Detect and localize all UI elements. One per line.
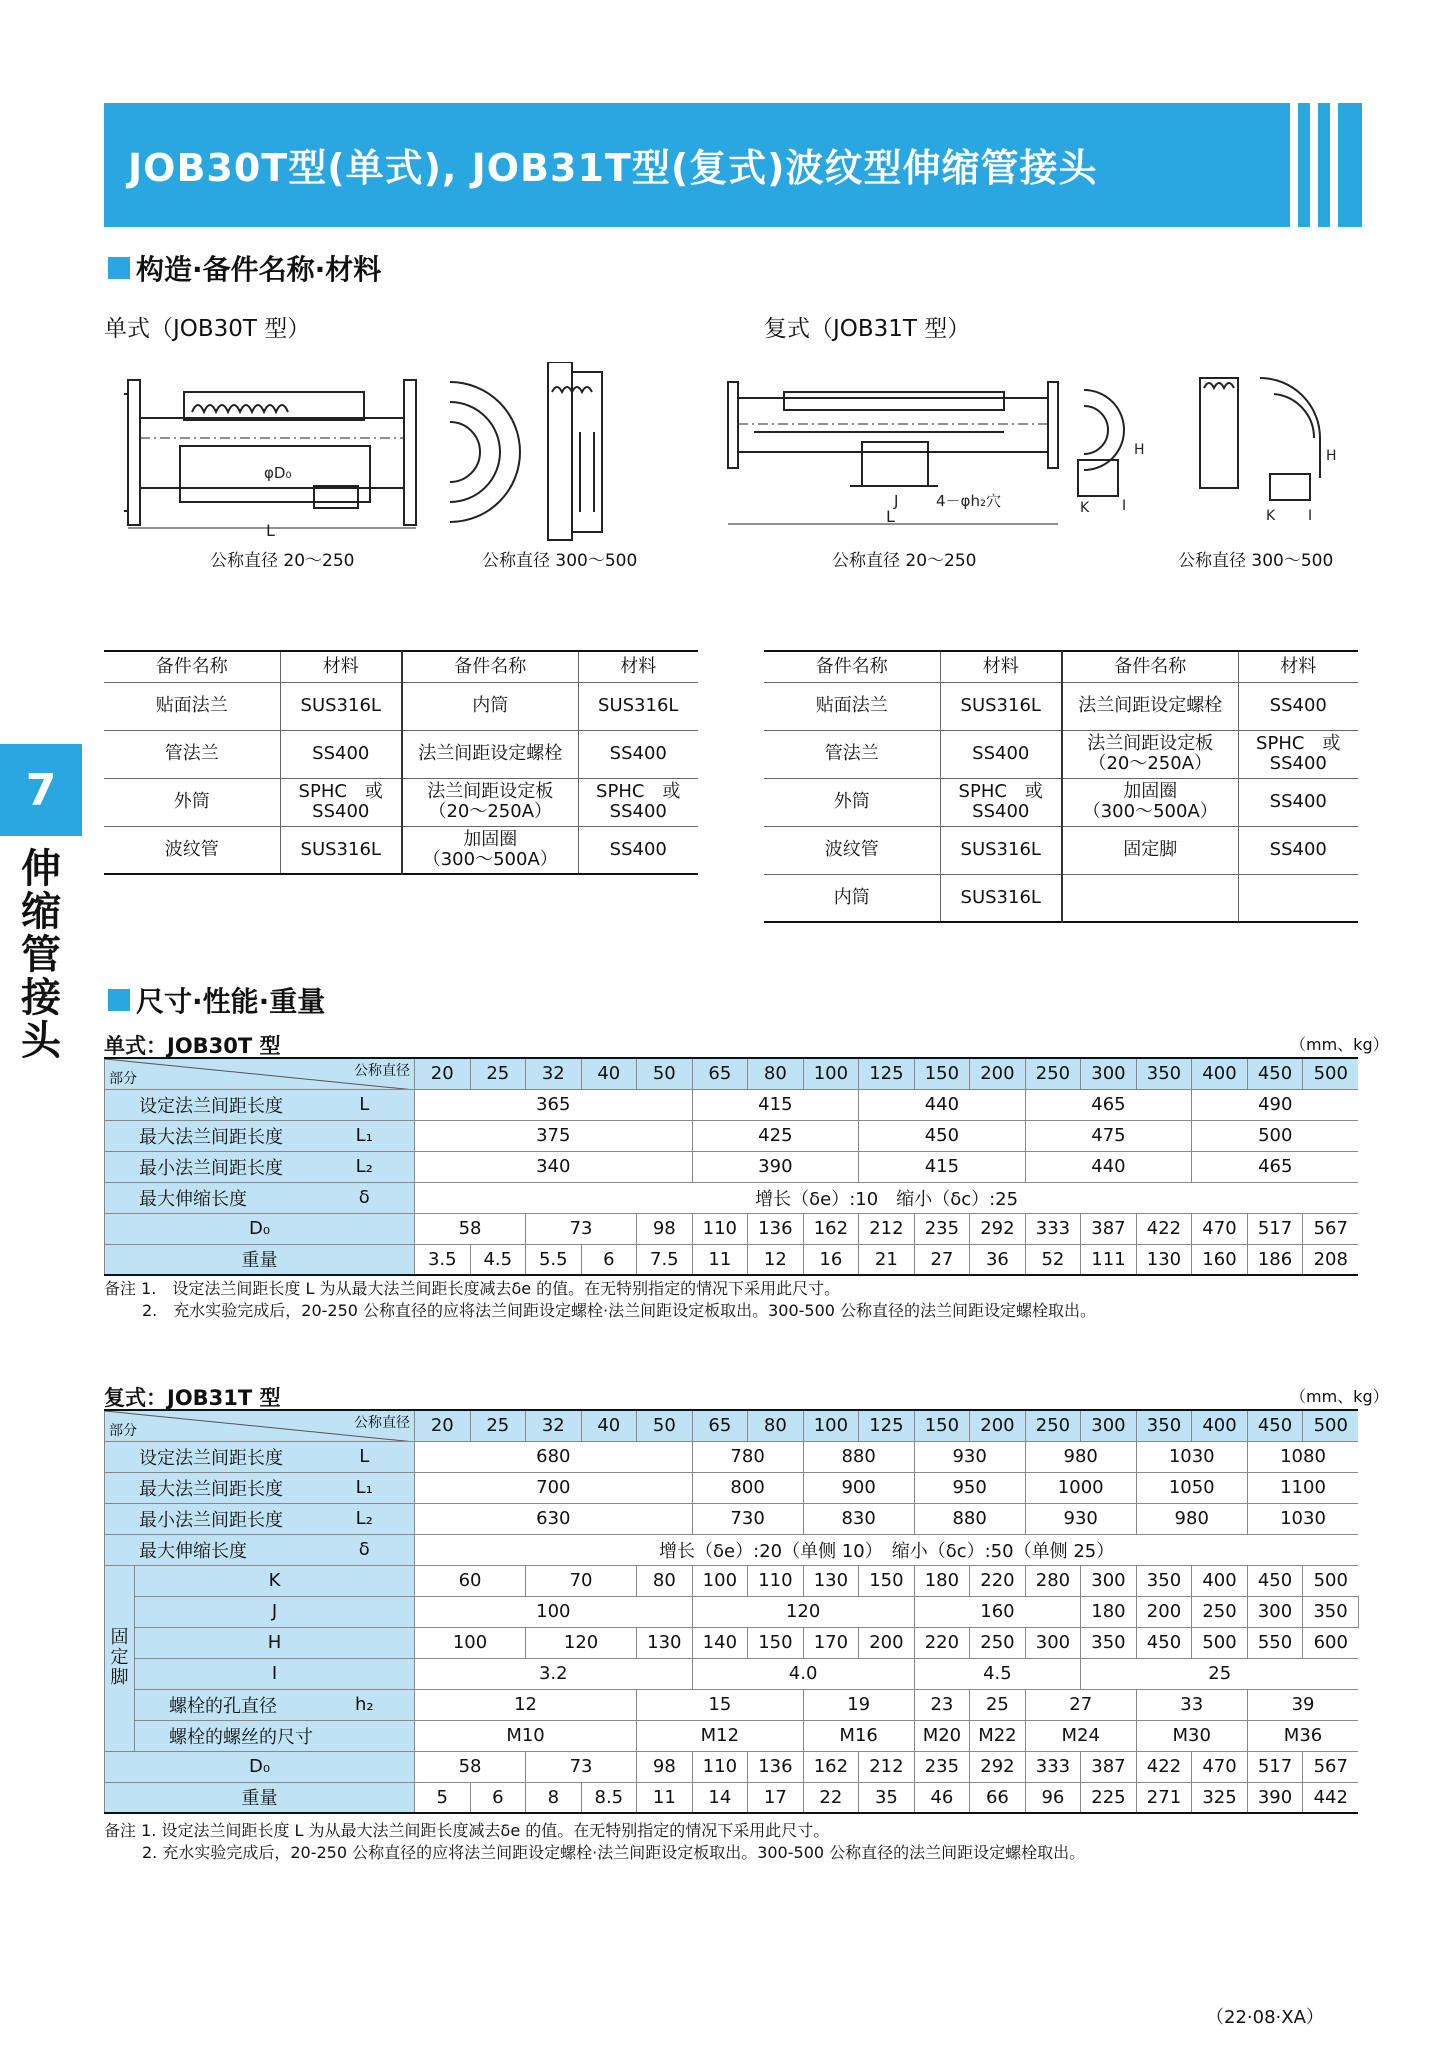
value-cell: 880 bbox=[803, 1441, 914, 1472]
value-cell: 8 bbox=[526, 1782, 582, 1813]
value-cell: 21 bbox=[859, 1244, 915, 1275]
table-row: 内筒 SUS316L bbox=[764, 874, 1358, 922]
value-cell: 500 bbox=[1303, 1565, 1359, 1596]
table-row: 外筒 SPHC 或 SS400 加固圈 （300～500A） SS400 bbox=[764, 778, 1358, 826]
row-label: 设定法兰间距长度 bbox=[105, 1441, 315, 1472]
value-cell: 25 bbox=[970, 1689, 1026, 1720]
value-cell: 增长（δe）:10 缩小（δc）:25 bbox=[415, 1182, 1359, 1213]
nominal-size-cell: 65 bbox=[692, 1410, 748, 1441]
value-cell: 39 bbox=[1247, 1689, 1358, 1720]
materials-table-double bbox=[764, 650, 1358, 923]
row-label: 最大伸缩长度 bbox=[105, 1182, 315, 1213]
svg-text:J: J bbox=[894, 492, 899, 510]
table-row bbox=[105, 1213, 1359, 1244]
double-spec-label: 复式：JOB31T 型 bbox=[104, 1386, 281, 1410]
value-cell: 470 bbox=[1192, 1213, 1248, 1244]
value-cell: 950 bbox=[914, 1472, 1025, 1503]
caption-single-small: 公称直径 20～250 bbox=[210, 551, 355, 571]
row-label: 最小法兰间距长度 bbox=[105, 1151, 315, 1182]
footer-code: （22·08·XA） bbox=[1206, 2007, 1324, 2028]
value-cell: 517 bbox=[1247, 1213, 1303, 1244]
value-cell: 375 bbox=[415, 1120, 693, 1151]
section-marker-icon bbox=[108, 257, 130, 279]
value-cell: 110 bbox=[748, 1565, 804, 1596]
value-cell: 422 bbox=[1136, 1751, 1192, 1782]
svg-text:4－φh₂穴: 4－φh₂穴 bbox=[936, 492, 1001, 510]
table-row bbox=[105, 1751, 1359, 1782]
row-symbol bbox=[315, 1720, 415, 1751]
value-cell: 186 bbox=[1247, 1244, 1303, 1275]
value-cell: 250 bbox=[970, 1627, 1026, 1658]
value-cell: 100 bbox=[415, 1627, 526, 1658]
value-cell: 58 bbox=[415, 1751, 526, 1782]
value-cell: 365 bbox=[415, 1089, 693, 1120]
value-cell: 150 bbox=[748, 1627, 804, 1658]
value-cell: 400 bbox=[1192, 1565, 1248, 1596]
nominal-size-cell: 200 bbox=[970, 1058, 1026, 1089]
table-row bbox=[105, 1689, 1359, 1720]
value-cell: 300 bbox=[1247, 1596, 1303, 1627]
value-cell: 930 bbox=[914, 1441, 1025, 1472]
value-cell: 450 bbox=[1247, 1565, 1303, 1596]
nominal-size-cell: 150 bbox=[914, 1058, 970, 1089]
value-cell: 292 bbox=[970, 1751, 1026, 1782]
value-cell: 1080 bbox=[1247, 1441, 1358, 1472]
value-cell: 160 bbox=[1192, 1244, 1248, 1275]
value-cell: 100 bbox=[692, 1565, 748, 1596]
nominal-size-cell: 500 bbox=[1303, 1410, 1359, 1441]
row-symbol: L₂ bbox=[315, 1151, 415, 1182]
nominal-size-cell: 25 bbox=[470, 1058, 526, 1089]
spec-header-corner: 公称直径 部分 bbox=[105, 1058, 415, 1089]
row-symbol: L₁ bbox=[315, 1120, 415, 1151]
spec-header-corner: 公称直径 部分 bbox=[105, 1410, 415, 1441]
double-large-diagram bbox=[1170, 364, 1350, 524]
value-cell: 800 bbox=[692, 1472, 803, 1503]
table-row bbox=[105, 1472, 1359, 1503]
row-label: 螺栓的螺丝的尺寸 bbox=[135, 1720, 315, 1751]
row-label: 最大伸缩长度 bbox=[105, 1534, 315, 1565]
value-cell: 增长（δe）:20（单侧 10） 缩小（δc）:50（单侧 25） bbox=[415, 1534, 1359, 1565]
value-cell: 567 bbox=[1303, 1751, 1359, 1782]
table-row bbox=[105, 1534, 1359, 1565]
value-cell: 60 bbox=[415, 1565, 526, 1596]
row-symbol: L₁ bbox=[315, 1472, 415, 1503]
value-cell: 250 bbox=[1192, 1596, 1248, 1627]
double-type-label: 复式（JOB31T 型） bbox=[764, 316, 971, 342]
value-cell: 6 bbox=[470, 1782, 526, 1813]
nominal-size-cell: 300 bbox=[1081, 1410, 1137, 1441]
svg-text:H: H bbox=[1326, 448, 1337, 464]
table-row bbox=[105, 1782, 1359, 1813]
value-cell: 130 bbox=[1136, 1244, 1192, 1275]
value-cell: 80 bbox=[637, 1565, 693, 1596]
table-row bbox=[105, 1503, 1359, 1534]
table-row: 波纹管 SUS316L 固定脚 SS400 bbox=[764, 826, 1358, 874]
value-cell: 3.5 bbox=[415, 1244, 471, 1275]
svg-text:I: I bbox=[1308, 508, 1313, 524]
table-row: 贴面法兰 SUS316L 法兰间距设定螺栓 SS400 bbox=[764, 682, 1358, 730]
value-cell: M10 bbox=[415, 1720, 637, 1751]
value-cell: 130 bbox=[637, 1627, 693, 1658]
value-cell: 1000 bbox=[1025, 1472, 1136, 1503]
value-cell: 4.0 bbox=[692, 1658, 914, 1689]
value-cell: 730 bbox=[692, 1503, 803, 1534]
nominal-size-cell: 200 bbox=[970, 1410, 1026, 1441]
row-symbol: δ bbox=[315, 1534, 415, 1565]
nominal-size-cell: 250 bbox=[1025, 1058, 1081, 1089]
value-cell: 780 bbox=[692, 1441, 803, 1472]
value-cell: 140 bbox=[692, 1627, 748, 1658]
nominal-size-cell: 400 bbox=[1192, 1058, 1248, 1089]
value-cell: 100 bbox=[415, 1596, 693, 1627]
value-cell: 208 bbox=[1303, 1244, 1359, 1275]
value-cell: 387 bbox=[1081, 1213, 1137, 1244]
value-cell: 160 bbox=[914, 1596, 1081, 1627]
value-cell: 3.2 bbox=[415, 1658, 693, 1689]
row-label-weight: 重量 bbox=[105, 1782, 415, 1813]
row-label-d0: D₀ bbox=[105, 1213, 415, 1244]
value-cell: 700 bbox=[415, 1472, 693, 1503]
value-cell: 8.5 bbox=[581, 1782, 637, 1813]
value-cell: 235 bbox=[914, 1213, 970, 1244]
value-cell: 96 bbox=[1025, 1782, 1081, 1813]
nominal-size-cell: 50 bbox=[637, 1410, 693, 1441]
spec-header-row bbox=[105, 1410, 1359, 1441]
value-cell: M22 bbox=[970, 1720, 1026, 1751]
value-cell: 4.5 bbox=[470, 1244, 526, 1275]
chapter-number: 7 bbox=[0, 744, 82, 836]
value-cell: 415 bbox=[692, 1089, 859, 1120]
table-row: 贴面法兰 SUS316L 内筒 SUS316L bbox=[104, 682, 698, 730]
nominal-size-cell: 32 bbox=[526, 1058, 582, 1089]
table-row bbox=[105, 1244, 1359, 1275]
value-cell: 980 bbox=[1136, 1503, 1247, 1534]
value-cell: 35 bbox=[859, 1782, 915, 1813]
fixed-foot-label: 固定脚 bbox=[105, 1565, 135, 1751]
materials-table-single bbox=[104, 650, 698, 875]
row-label-weight: 重量 bbox=[105, 1244, 415, 1275]
nominal-size-cell: 50 bbox=[637, 1058, 693, 1089]
single-unit-label: （mm、kg） bbox=[1290, 1035, 1389, 1054]
value-cell: 325 bbox=[1192, 1782, 1248, 1813]
svg-text:K: K bbox=[1266, 508, 1276, 524]
value-cell: 630 bbox=[415, 1503, 693, 1534]
row-label: H bbox=[135, 1627, 415, 1658]
value-cell: 15 bbox=[637, 1689, 804, 1720]
row-label: 最小法兰间距长度 bbox=[105, 1503, 315, 1534]
section-marker-icon bbox=[108, 989, 130, 1011]
value-cell: 300 bbox=[1025, 1627, 1081, 1658]
double-small-diagram bbox=[724, 372, 1062, 532]
value-cell: 212 bbox=[859, 1751, 915, 1782]
value-cell: 390 bbox=[1247, 1782, 1303, 1813]
header-stripes bbox=[1278, 103, 1362, 227]
double-small-end-diagram bbox=[1074, 384, 1164, 514]
row-symbol: L₂ bbox=[315, 1503, 415, 1534]
value-cell: 6 bbox=[581, 1244, 637, 1275]
value-cell: 162 bbox=[803, 1213, 859, 1244]
value-cell: 27 bbox=[1025, 1689, 1136, 1720]
value-cell: 387 bbox=[1081, 1751, 1137, 1782]
value-cell: 490 bbox=[1192, 1089, 1359, 1120]
value-cell: 333 bbox=[1025, 1213, 1081, 1244]
nominal-size-cell: 300 bbox=[1081, 1058, 1137, 1089]
value-cell: 170 bbox=[803, 1627, 859, 1658]
value-cell: 130 bbox=[803, 1565, 859, 1596]
value-cell: 5 bbox=[415, 1782, 471, 1813]
svg-text:K: K bbox=[1080, 500, 1090, 514]
value-cell: 200 bbox=[859, 1627, 915, 1658]
table-row bbox=[105, 1120, 1359, 1151]
table-row bbox=[105, 1565, 1359, 1596]
svg-text:L: L bbox=[886, 507, 895, 526]
nominal-size-cell: 125 bbox=[859, 1058, 915, 1089]
value-cell: 162 bbox=[803, 1751, 859, 1782]
svg-text:L: L bbox=[266, 521, 275, 538]
caption-double-small: 公称直径 20～250 bbox=[832, 551, 977, 571]
nominal-size-cell: 150 bbox=[914, 1410, 970, 1441]
value-cell: 12 bbox=[748, 1244, 804, 1275]
table-row bbox=[105, 1441, 1359, 1472]
value-cell: 180 bbox=[914, 1565, 970, 1596]
row-label: 螺栓的孔直径 bbox=[135, 1689, 315, 1720]
value-cell: 220 bbox=[970, 1565, 1026, 1596]
nominal-size-cell: 20 bbox=[415, 1410, 471, 1441]
value-cell: 98 bbox=[637, 1213, 693, 1244]
row-symbol: δ bbox=[315, 1182, 415, 1213]
value-cell: 333 bbox=[1025, 1751, 1081, 1782]
value-cell: 1030 bbox=[1136, 1441, 1247, 1472]
value-cell: 465 bbox=[1192, 1151, 1359, 1182]
value-cell: M12 bbox=[637, 1720, 804, 1751]
value-cell: 200 bbox=[1136, 1596, 1192, 1627]
value-cell: 422 bbox=[1136, 1213, 1192, 1244]
value-cell: 52 bbox=[1025, 1244, 1081, 1275]
value-cell: 350 bbox=[1303, 1596, 1359, 1627]
row-label: I bbox=[135, 1658, 415, 1689]
value-cell: M30 bbox=[1136, 1720, 1247, 1751]
nominal-size-cell: 400 bbox=[1192, 1410, 1248, 1441]
nominal-size-cell: 250 bbox=[1025, 1410, 1081, 1441]
value-cell: 220 bbox=[914, 1627, 970, 1658]
value-cell: 66 bbox=[970, 1782, 1026, 1813]
chapter-label: 伸缩管接头 bbox=[21, 846, 61, 1064]
value-cell: 880 bbox=[914, 1503, 1025, 1534]
value-cell: 350 bbox=[1136, 1565, 1192, 1596]
value-cell: 500 bbox=[1192, 1627, 1248, 1658]
value-cell: 22 bbox=[803, 1782, 859, 1813]
value-cell: 212 bbox=[859, 1213, 915, 1244]
nominal-size-cell: 500 bbox=[1303, 1058, 1359, 1089]
value-cell: 150 bbox=[859, 1565, 915, 1596]
row-symbol: h₂ bbox=[315, 1689, 415, 1720]
value-cell: 517 bbox=[1247, 1751, 1303, 1782]
caption-double-large: 公称直径 300～500 bbox=[1178, 551, 1334, 571]
row-label: 最大法兰间距长度 bbox=[105, 1472, 315, 1503]
single-note-1: 备注 1. 设定法兰间距长度 L 为从最大法兰间距长度减去δe 的值。在无特别指定的情况下采用此尺寸。 bbox=[104, 1279, 841, 1298]
table-header-row: 备件名称 材料 备件名称 材料 bbox=[764, 651, 1358, 682]
value-cell: 292 bbox=[970, 1213, 1026, 1244]
row-label: K bbox=[135, 1565, 415, 1596]
nominal-size-cell: 40 bbox=[581, 1410, 637, 1441]
value-cell: 5.5 bbox=[526, 1244, 582, 1275]
double-unit-label: （mm、kg） bbox=[1290, 1387, 1389, 1406]
spec-header-row bbox=[105, 1058, 1359, 1089]
dimensions-section-title: 尺寸·性能·重量 bbox=[108, 980, 325, 1020]
value-cell: 180 bbox=[1081, 1596, 1137, 1627]
spec-table-single bbox=[104, 1057, 1358, 1276]
value-cell: 136 bbox=[748, 1213, 804, 1244]
nominal-size-cell: 65 bbox=[692, 1058, 748, 1089]
value-cell: 465 bbox=[1025, 1089, 1192, 1120]
value-cell: 271 bbox=[1136, 1782, 1192, 1813]
value-cell: 14 bbox=[692, 1782, 748, 1813]
value-cell: 12 bbox=[415, 1689, 637, 1720]
row-label: 最大法兰间距长度 bbox=[105, 1120, 315, 1151]
value-cell: 280 bbox=[1025, 1565, 1081, 1596]
value-cell: 23 bbox=[914, 1689, 970, 1720]
value-cell: 415 bbox=[859, 1151, 1026, 1182]
nominal-size-cell: 450 bbox=[1247, 1410, 1303, 1441]
table-row bbox=[105, 1658, 1359, 1689]
double-note-2: 2. 充水实验完成后，20-250 公称直径的应将法兰间距设定螺栓·法兰间距设定板取出。300-500 公称直径的法兰间距设定螺栓取出。 bbox=[142, 1843, 1086, 1862]
single-large-diagram bbox=[440, 362, 640, 542]
nominal-size-cell: 80 bbox=[748, 1058, 804, 1089]
value-cell: 225 bbox=[1081, 1782, 1137, 1813]
nominal-size-cell: 350 bbox=[1136, 1058, 1192, 1089]
value-cell: 58 bbox=[415, 1213, 526, 1244]
value-cell: M20 bbox=[914, 1720, 970, 1751]
nominal-size-cell: 100 bbox=[803, 1410, 859, 1441]
nominal-size-cell: 25 bbox=[470, 1410, 526, 1441]
row-symbol: L bbox=[315, 1089, 415, 1120]
value-cell: M36 bbox=[1247, 1720, 1358, 1751]
value-cell: 500 bbox=[1192, 1120, 1359, 1151]
single-spec-label: 单式：JOB30T 型 bbox=[104, 1034, 281, 1058]
row-label: J bbox=[135, 1596, 415, 1627]
table-row bbox=[105, 1627, 1359, 1658]
spec-table-double bbox=[104, 1409, 1358, 1814]
single-small-diagram bbox=[124, 368, 430, 538]
value-cell: 98 bbox=[637, 1751, 693, 1782]
value-cell: 475 bbox=[1025, 1120, 1192, 1151]
value-cell: 25 bbox=[1081, 1658, 1359, 1689]
value-cell: 930 bbox=[1025, 1503, 1136, 1534]
value-cell: 235 bbox=[914, 1751, 970, 1782]
table-row bbox=[105, 1596, 1359, 1627]
value-cell: 111 bbox=[1081, 1244, 1137, 1275]
table-row bbox=[105, 1089, 1359, 1120]
value-cell: 70 bbox=[526, 1565, 637, 1596]
svg-text:H: H bbox=[1134, 442, 1145, 458]
value-cell: 440 bbox=[859, 1089, 1026, 1120]
value-cell: 1030 bbox=[1247, 1503, 1358, 1534]
value-cell: 450 bbox=[859, 1120, 1026, 1151]
value-cell: 450 bbox=[1136, 1627, 1192, 1658]
value-cell: 425 bbox=[692, 1120, 859, 1151]
value-cell: 340 bbox=[415, 1151, 693, 1182]
value-cell: 73 bbox=[526, 1213, 637, 1244]
nominal-size-cell: 350 bbox=[1136, 1410, 1192, 1441]
double-note-1: 备注 1. 设定法兰间距长度 L 为从最大法兰间距长度减去δe 的值。在无特别指定的情况下采用此尺寸。 bbox=[104, 1821, 830, 1840]
value-cell: 4.5 bbox=[914, 1658, 1081, 1689]
table-row bbox=[105, 1182, 1359, 1213]
table-row: 管法兰 SS400 法兰间距设定螺栓 SS400 bbox=[104, 730, 698, 778]
svg-text:I: I bbox=[1122, 498, 1127, 514]
value-cell: 11 bbox=[692, 1244, 748, 1275]
value-cell: 16 bbox=[803, 1244, 859, 1275]
value-cell: 17 bbox=[748, 1782, 804, 1813]
value-cell: 136 bbox=[748, 1751, 804, 1782]
table-row: 外筒 SPHC 或 SS400 法兰间距设定板 （20～250A） SPHC 或 SS400 bbox=[104, 778, 698, 826]
value-cell: 600 bbox=[1303, 1627, 1359, 1658]
value-cell: 900 bbox=[803, 1472, 914, 1503]
value-cell: 27 bbox=[914, 1244, 970, 1275]
value-cell: 442 bbox=[1303, 1782, 1359, 1813]
value-cell: 980 bbox=[1025, 1441, 1136, 1472]
value-cell: 120 bbox=[526, 1627, 637, 1658]
value-cell: 440 bbox=[1025, 1151, 1192, 1182]
value-cell: M24 bbox=[1025, 1720, 1136, 1751]
row-label-d0: D₀ bbox=[105, 1751, 415, 1782]
value-cell: 19 bbox=[803, 1689, 914, 1720]
value-cell: 33 bbox=[1136, 1689, 1247, 1720]
nominal-size-cell: 450 bbox=[1247, 1058, 1303, 1089]
value-cell: 830 bbox=[803, 1503, 914, 1534]
table-row: 管法兰 SS400 法兰间距设定板 （20～250A） SPHC 或 SS400 bbox=[764, 730, 1358, 778]
table-row bbox=[105, 1720, 1359, 1751]
value-cell: 390 bbox=[692, 1151, 859, 1182]
value-cell: 1100 bbox=[1247, 1472, 1358, 1503]
value-cell: 567 bbox=[1303, 1213, 1359, 1244]
nominal-size-cell: 80 bbox=[748, 1410, 804, 1441]
value-cell: 300 bbox=[1081, 1565, 1137, 1596]
nominal-size-cell: 32 bbox=[526, 1410, 582, 1441]
table-row: 波纹管 SUS316L 加固圈 （300～500A） SS400 bbox=[104, 826, 698, 874]
caption-single-large: 公称直径 300～500 bbox=[482, 551, 638, 571]
value-cell: 110 bbox=[692, 1213, 748, 1244]
nominal-size-cell: 40 bbox=[581, 1058, 637, 1089]
construction-section-title: 构造·备件名称·材料 bbox=[108, 248, 381, 288]
single-note-2: 2. 充水实验完成后，20-250 公称直径的应将法兰间距设定螺栓·法兰间距设定板取出。300-500 公称直径的法兰间距设定螺栓取出。 bbox=[142, 1301, 1097, 1320]
value-cell: 36 bbox=[970, 1244, 1026, 1275]
nominal-size-cell: 20 bbox=[415, 1058, 471, 1089]
svg-text:φD₀: φD₀ bbox=[264, 464, 292, 482]
table-header-row: 备件名称 材料 备件名称 材料 bbox=[104, 651, 698, 682]
nominal-size-cell: 100 bbox=[803, 1058, 859, 1089]
nominal-size-cell: 125 bbox=[859, 1410, 915, 1441]
value-cell: 350 bbox=[1081, 1627, 1137, 1658]
row-label: 设定法兰间距长度 bbox=[105, 1089, 315, 1120]
value-cell: 11 bbox=[637, 1782, 693, 1813]
value-cell: 550 bbox=[1247, 1627, 1303, 1658]
value-cell: M16 bbox=[803, 1720, 914, 1751]
value-cell: 46 bbox=[914, 1782, 970, 1813]
page-title: JOB30T型(单式), JOB31T型(复式)波纹型伸缩管接头 bbox=[128, 146, 1098, 190]
row-symbol: L bbox=[315, 1441, 415, 1472]
value-cell: 470 bbox=[1192, 1751, 1248, 1782]
single-type-label: 单式（JOB30T 型） bbox=[104, 316, 311, 342]
value-cell: 120 bbox=[692, 1596, 914, 1627]
table-row bbox=[105, 1151, 1359, 1182]
value-cell: 73 bbox=[526, 1751, 637, 1782]
value-cell: 7.5 bbox=[637, 1244, 693, 1275]
value-cell: 680 bbox=[415, 1441, 693, 1472]
value-cell: 110 bbox=[692, 1751, 748, 1782]
value-cell: 1050 bbox=[1136, 1472, 1247, 1503]
